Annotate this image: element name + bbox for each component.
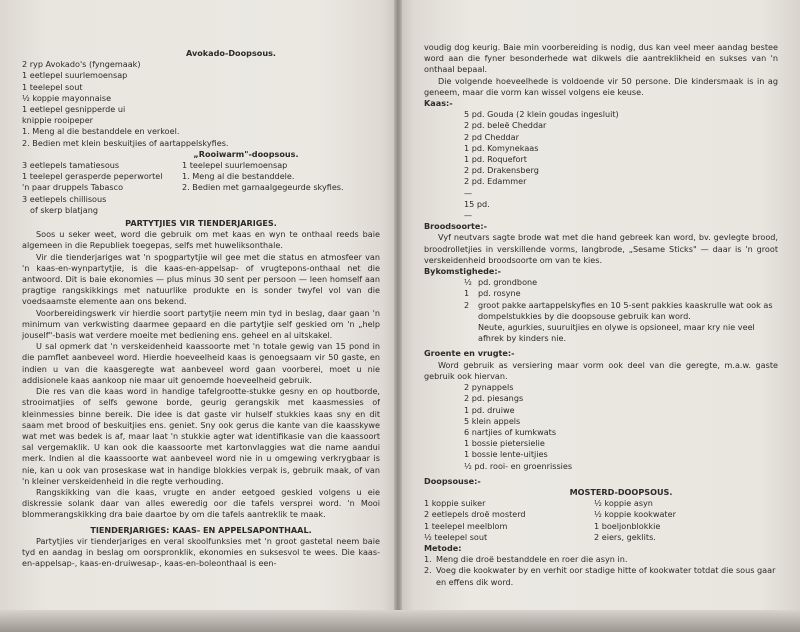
fruit-list [424,382,778,472]
paragraph: Word gebruik as versiering maar vorm ook deel van die geregte, m.a.w. gaste gebruik ook hiervan. [424,359,778,381]
rooiwarm-recipe [22,160,380,216]
left-page [0,0,398,632]
paragraph: Voorbereidingswerk vir hierdie soort partytjie neem min tyd in beslag, daar gaan 'n minimum van verkwisting daarmee gepaard en die partytjie self geskied om 'n „help jouself"-basis wat verdere moeite met bediening ens. geheel en al uitskakel. [22,307,380,341]
ingredient: 1 teelepel gerasperde peperwortel [22,171,163,182]
ingredient: 1 eetlepel suurlemoensap [22,70,128,81]
doopsouse-label: Doopsouse:- [424,475,481,486]
total-rule: — [464,210,473,221]
list-item [464,288,778,299]
list-item: 1 bossie lente-uitjies [464,449,548,460]
ingredient: 3 eetlepels tamatiesous [22,160,120,171]
list-item: 2 pd. piesangs [464,393,524,404]
ingredient: 'n paar druppels Tabasco [22,182,124,193]
kaas-label: Kaas:- [424,98,453,109]
left-page-content [22,48,380,569]
method-step [424,565,778,587]
paragraph: Die volgende hoeveelhede is voldoende vir 50 persone. Die kindersmaak is in ag geneem, maar die vorm kan wissel volgens eie keuse. [424,75,778,97]
book-gutter [394,0,402,632]
list-item [464,300,778,322]
right-page-content [424,42,778,588]
ingredient: 3 eetlepels chillisous [22,193,107,204]
list-item: 2 pynappels [464,382,514,393]
ingredient: 2 eetlepels droë mosterd [424,509,526,520]
list-item: 2 pd. Edammer [464,176,527,187]
cheese-list [424,109,778,221]
list-item: 2 pd Cheddar [464,131,519,142]
list-item: 5 klein appels [464,415,521,426]
list-item: 1 pd. Roquefort [464,154,527,165]
bykos-list [424,277,778,344]
avokado-ingredients [22,59,380,126]
total-rule: — [464,187,473,198]
page-bottom-edge [0,610,800,632]
brood-label: Broodsoorte:- [424,221,487,232]
mosterd-title: MOSTERD-DOOPSOUS. [569,486,673,497]
party-title: PARTYTJIES VIR TIENDERJARIGES. [125,218,277,229]
list-item: 1 pd. Komynekaas [464,142,539,153]
item-text: pd. rosyne [478,288,521,299]
rooiwarm-ingredients [22,160,182,216]
ingredient: 2 ryp Avokado's (fyngemaak) [22,59,141,70]
ingredient: of skerp blatjang [30,204,99,215]
mosterd-col-2 [594,498,778,543]
mosterd-ingredients [424,498,778,543]
ingredient: 1 teelepel sout [22,81,83,92]
mosterd-col-1 [424,498,594,543]
cheese-total: 15 pd. [464,198,490,209]
bykos-label: Bykomstighede:- [424,266,501,277]
rooiwarm-title: „Rooiwarm"-doopsous. [193,148,299,159]
quantity: 1 [464,288,470,299]
paragraph: Vir die tienderjariges wat 'n spogpartytjie wil gee met die status en atmosfeer van 'n kaas-en-wynpartytjie, is die kaas-en-appelsap- of vrugtepons-onthaal net die antwoord. Dit is baie ekonomies — plus minus 30 sent per persoon — leen homself aan pragtige rangskikkings met natuurlike produkte en is sonder twyfel vol van die voedsaamste elemente aan ons bekend. [22,251,380,307]
method-step: 1. Meng al die bestanddele. [182,171,295,182]
avokado-step: 1. Meng al die bestanddele en verkoel. [22,126,180,137]
avokado-title: Avokado-Doopsous. [185,48,277,58]
ingredient: ½ koppie mayonnaise [22,92,112,103]
right-page [398,0,800,632]
bykos-note: Neute, agurkies, suuruitjies en olywe is opsioneel, maar kry nie veel afhrek by kinders nie. [478,322,755,344]
method-step [424,554,778,565]
ingredient: ½ koppie asyn [594,498,653,509]
ingredient: 2 eiers, geklits. [594,531,656,542]
step-text: Meng die droë bestanddele en roer die asyn in. [436,554,628,565]
kaas-onthaal-title: TIENDERJARIGES: KAAS- EN APPELSAPONTHAAL. [90,524,312,535]
metode-label: Metode: [424,542,462,553]
paragraph: Rangskikking van die kaas, vrugte en ander eetgoed geskied volgens u eie diskressie solank daar van alles eweredig oor die tafels versprei word. 'n Mooi blommerangskikking dra baie daartoe by om die tafels aantreklik te maak. [22,486,380,520]
list-item: 2 pd. beleë Cheddar [464,120,547,131]
quantity: ½ [464,277,472,288]
paragraph: Partytjies vir tienderjariges en veral skoolfunksies met 'n groot gastetal neem baie tyd en aandag in beslag om oorspronklik, ekonomies en suksesvol te wees. Die kaas-en-appelsap-, kaas-en-druiwesap-, kaas-en-boleonthaal is een- [22,535,380,569]
step-number: 2. [424,565,432,576]
list-item: 5 pd. Gouda (2 klein goudas ingesluit) [464,109,619,120]
quantity: 2 [464,299,470,310]
list-item: 2 pd. Drakensberg [464,165,539,176]
method-step: 2. Bedien met garnaalgegeurde skyfies. [182,182,344,193]
ingredient: ½ teelepel sout [424,531,488,542]
item-text: groot pakke aartappelskyfies en 10 5-sent pakkies kaaskrulle wat ook as dompelstukkies by die doopsouse gebruik kan word. [478,299,773,321]
ingredient: ½ koppie kookwater [594,509,676,520]
paragraph: Vyf neutvars sagte brode wat met die hand gebreek kan word, bv. gevlegte brood, broodrolletjies in verskillende vorms, langbrode, „Sesame Sticks" — daar is 'n groot verskeidenheid broodsoorte om van te kies. [424,232,778,265]
rooiwarm-method [182,160,380,216]
list-item: ½ pd. rooi- en groenrissies [464,460,573,471]
metode-steps [424,554,778,588]
list-item [464,277,778,288]
paragraph: U sal opmerk dat 'n verskeidenheid kaassoorte met 'n totale gewig van 15 pond in die pamflet aanbeveel word. Hierdie hoeveelheid kaas is genoegsaam vir 50 gaste, en indien u van die kaasgeregte wat aanbeveel word gaan voorberei, moet u nie addisionele kaas aankoop nie maar uit genoemde hoeveelheid gebruik. [22,341,380,385]
ingredient: 1 koppie suiker [424,498,486,509]
paragraph: Soos u seker weet, word die gebruik om met kaas en wyn te onthaal reeds baie algemeen in die Republiek toegepas, selfs met huweliksonthale. [22,229,380,251]
item-text: pd. grondbone [478,277,538,288]
ingredient: 1 eetlepel gesnipperde ui [22,104,126,115]
ingredient: 1 boeljonblokkie [594,520,661,531]
ingredient: 1 teelepel suurlemoensap [182,160,288,171]
step-number: 1. [424,554,432,565]
ingredient: knippie rooipeper [22,115,94,126]
list-item: 6 nartjies of kumkwats [464,426,557,437]
ingredient: 1 teelepel meelblom [424,520,508,531]
paragraph: voudig dog keurig. Baie min voorbereiding is nodig, dus kan veel meer aandag bestee word aan die fyner besonderhede wat dikwels die aantreklikheid en sukses van 'n onthaal bepaal. [424,42,778,75]
avokado-step: 2. Bedien met klein beskuitjies of aartappelskyfies. [22,137,229,148]
step-text: Voeg die kookwater by en verhit oor stadige hitte of kookwater totdat die sous gaar en effens dik word. [436,565,776,587]
groente-label: Groente en vrugte:- [424,348,515,359]
list-item: 1 bossie pietersielie [464,438,545,449]
paragraph: Die res van die kaas word in handige tafelgrootte-stukke gesny en op houtborde, strooimatjies of selfs gewone borde, geurig gerangskik met kaasmessies of kleinmessies binne bereik. Die idee is dat gaste vir hulself stukkies kaas sny en dit saam met brood of beskuitjies ens. geniet. Sny ook gerus die kante van die kaasskywe wat met was bedek is af, maar laat 'n stukkie agter wat identifikasie van die kaassoort sal vergemaklik. U kan ook die kaassoorte met kartonvlaggies wat die name aandui merk. Indien al die kaassoorte wat aanbeveel word nie in u omgewing verkrygbaar is nie, kan u ook van proseskase wat in handige blokkies verpak is, gebruik maak, of van 'n kleiner verskeidenheid in die regte verhouding. [22,386,380,486]
list-item: 1 pd. druiwe [464,404,515,415]
